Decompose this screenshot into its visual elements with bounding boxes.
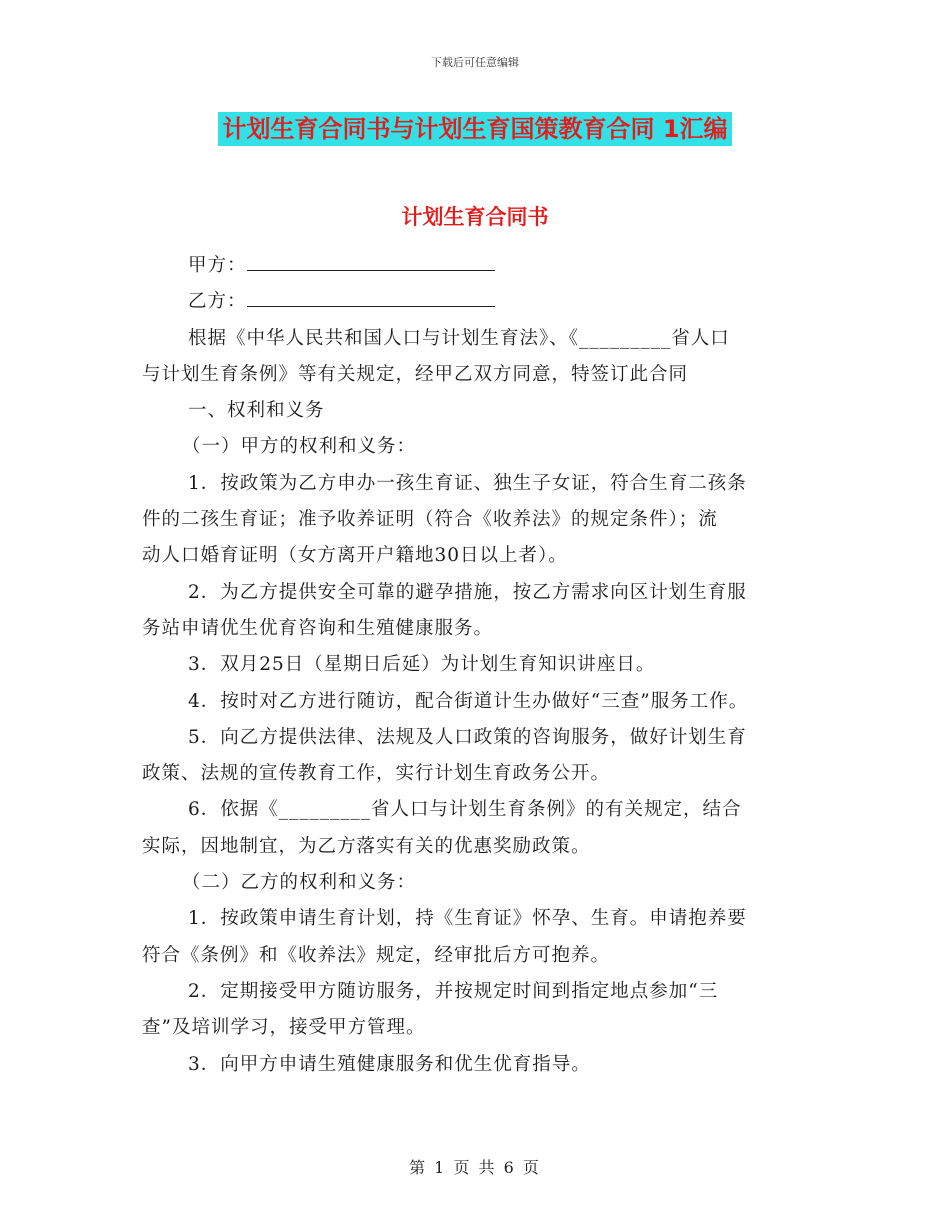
party-a-label: 甲方： <box>188 255 247 276</box>
paragraph-line: 政策、法规的宣传教育工作，实行计划生育政务公开。 <box>142 763 611 785</box>
main-title-container <box>0 112 950 146</box>
party-b-blank <box>247 286 495 307</box>
party-a-blank <box>247 250 495 271</box>
paragraph-line: 查”及培训学习，接受甲方管理。 <box>142 1017 426 1039</box>
paragraph-line: 2．定期接受甲方随访服务，并按规定时间到指定地点参加“三 <box>188 980 719 1002</box>
section-heading-rights: 一、权利和义务 <box>188 400 325 422</box>
party-b-line <box>142 284 817 320</box>
paragraph-line: 动人口婚育证明（女方离开户籍地30日以上者）。 <box>142 545 568 567</box>
paragraph-line: 件的二孩生育证；准予收养证明（符合《收养法》的规定条件）；流 <box>142 509 718 531</box>
paragraph-line: 根据《中华人民共和国人口与计划生育法》、《_________省人口 <box>188 327 730 349</box>
paragraph-line: 符合《条例》和《收养法》规定，经审批后方可抱养。 <box>142 944 611 966</box>
main-title: 计划生育合同书与计划生育国策教育合同 1汇编 <box>218 112 731 146</box>
party-a-line <box>142 248 817 284</box>
paragraph-line: 1．按政策申请生育计划，持《生育证》怀孕、生育。申请抱养要 <box>188 908 747 930</box>
paragraph-line: 5．向乙方提供法律、法规及人口政策的咨询服务，做好计划生育 <box>188 726 747 748</box>
section-title: 计划生育合同书 <box>401 205 549 229</box>
document-body <box>142 248 817 1083</box>
page-footer: 第 1 页 共 6 页 <box>409 1158 541 1177</box>
paragraph-line: 3．双月25日（星期日后延）为计划生育知识讲座日。 <box>188 654 656 676</box>
paragraph-line: 3．向甲方申请生殖健康服务和优生优育指导。 <box>188 1053 591 1075</box>
party-b-label: 乙方： <box>188 291 247 313</box>
paragraph-line: 1．按政策为乙方申办一孩生育证、独生子女证，符合生育二孩条 <box>188 472 747 494</box>
paragraph-line: 务站申请优生优育咨询和生殖健康服务。 <box>142 617 494 639</box>
paragraph-line: 实际，因地制宜，为乙方落实有关的优惠奖励政策。 <box>142 835 591 857</box>
paragraph-line: 与计划生育条例》等有关规定，经甲乙双方同意，特签订此合同 <box>142 363 689 385</box>
subsection-heading-party-a: （一）甲方的权利和义务： <box>182 436 417 458</box>
paragraph-line: 4．按时对乙方进行随访，配合街道计生办做好“三查”服务工作。 <box>188 690 749 712</box>
header-note: 下载后可任意编辑 <box>431 56 519 69</box>
paragraph-line: 6．依据《_________省人口与计划生育条例》的有关规定，结合 <box>188 799 742 821</box>
subsection-heading-party-b: （二）乙方的权利和义务： <box>182 872 417 894</box>
paragraph-line: 2．为乙方提供安全可靠的避孕措施，按乙方需求向区计划生育服 <box>188 581 747 603</box>
